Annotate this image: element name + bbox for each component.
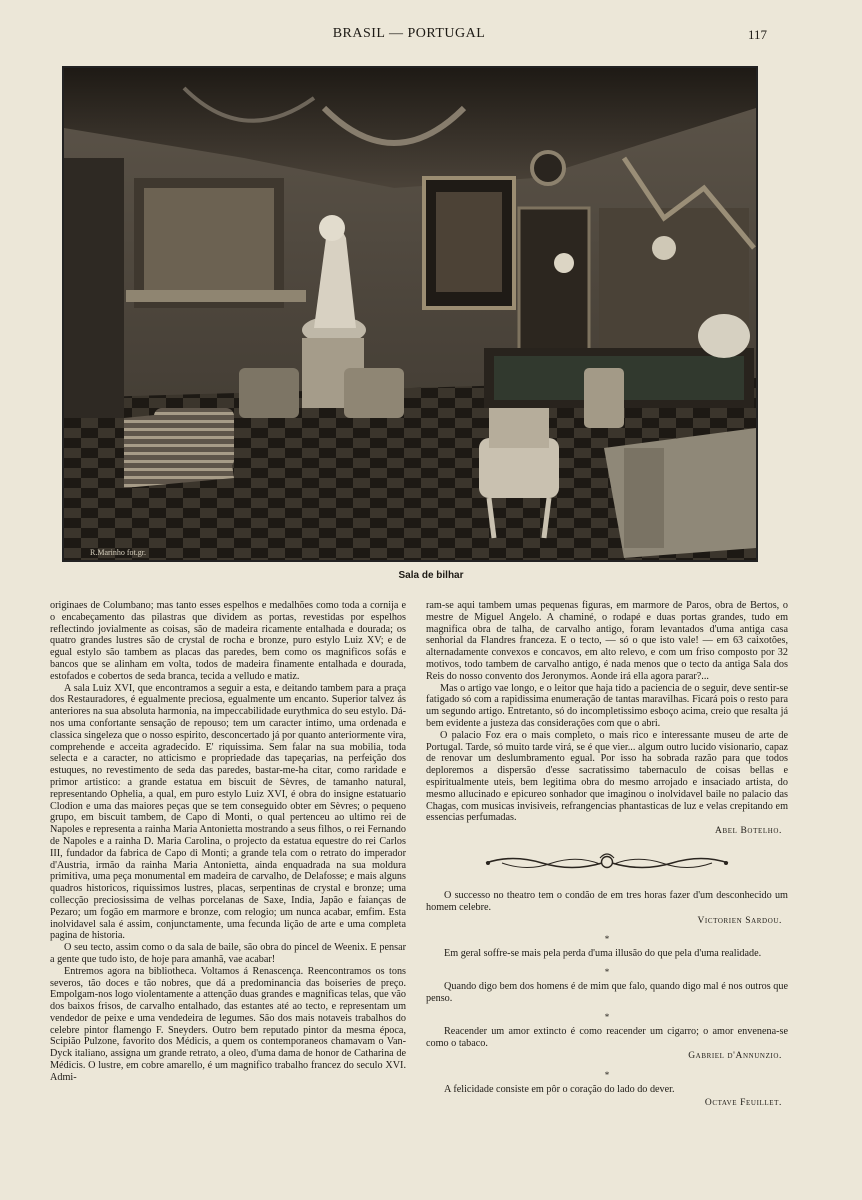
article-paragraph: originaes de Columbano; mas tanto esses espelhos e medalhões como toda a cornija e o encabeçamento das pilastras que dividem as portas, revestidas por espelhos reflectindo jovialmente as coisas, são de madeira ricamente entalhada e dourada; os quatro grandes lustres são de crystal de rocha e bronze, puro estylo Luiz XV; e de egual estylo são tambem as placas das paredes, bem como os magnificos sofás e bancos que se alinham em volta, todos de madeira finamente entalhada e dourada, estofados e cobertos de seda branca, tecida a velludo e matiz.	[50, 600, 406, 682]
article-column-left	[50, 600, 406, 1084]
quote-text: Em geral soffre-se mais pela perda d'uma illusão do que pela d'uma realidade.	[444, 948, 762, 960]
quote-text: A felicidade consiste em pôr o coração do lado do dever.	[444, 1084, 675, 1096]
quote-text: O successo no theatro tem o condão de em tres horas fazer d'um desconhecido um homem celebre.	[426, 889, 788, 913]
quotes-section	[426, 890, 788, 1110]
article-column-right	[426, 600, 788, 1110]
article-paragraph: A sala Luiz XVI, que encontramos a seguir a esta, e deitando tambem para a praça dos Restauradores, é egualmente preciosa, egualmente um encanto. Superior talvez ás anteriores na sua absoluta harmonia, na impeccabilidade eurythmica do seu estylo. Dá-nos uma confortante sensação de repouso; tem um caracter intimo, uma ordenada e classica singeleza que o nosso espirito, desconcertado já por quanto anteriormente vira, comprehende e acceita agradecido. E' riquissima. Sem falar na sua mobilia, toda selecta e a caracter, no atticismo e propriedade das tapeçarias, na perfeição dos estuques, no revestimento de seda das paredes, bastar-me-ha citar, como raridade e primor artistico: a grande estatua em biscuit de Sèvres, de tamanho natural, representando Ophelia, a qual, em puro estylo Luiz XVI, é obra do insigne estatuario Clodion e uma das maiores peças que se tem conseguido obter em Sèvres; o pequeno grupo, em biscuit tambem, de Capo di Monti, o qual pertenceu ao ultimo rei de Napoles e representa a rainha Maria Antonietta mostrando a seus filhos, o rei Fernando de Napoles e a rainha D. Maria Carolina, o projecto da estatua equestre do rei Carlos III, fundador da fabrica de Capo di Monti; a grande tela com o retrato do imperador d'Austria, irmão da rainha Maria Antonietta, ainda enquadrada na sua moldura primitiva, uma peça monumental em madeira de carvalho, de Delafosse; e mais alguns quadros historicos, riquissimos lustres, placas, serpentinas de crystal e bronze; uma collecção preciosissima de velhas porcelanas de Saxe, India, Japão e faianças de Pezaro; um fogão em marmore e bronze, com relogio; um nunca acabar, emfim. Esta inolvidavel sala é assim, conjunctamente, uma fecunda lição de arte e uma completa pagina de historia.	[50, 682, 406, 942]
figure-caption: Sala de bilhar	[398, 570, 464, 581]
quote-author: Gabriel d'Annunzio.	[688, 1051, 782, 1062]
quote-author: Victorien Sardou.	[697, 915, 782, 926]
page-number: 117	[747, 27, 767, 42]
quote-text: Quando digo bem dos homens é de mim que falo, quando digo mal é nos outros que penso.	[426, 981, 788, 1004]
article-paragraph: Entremos agora na bibliotheca. Voltamos á Renascença. Reencontramos os tons severos, tão doces e tão nobres, que dá a predominancia das boiseries de preço. Empolgam-nos logo violentamente a attenção duas grandes e magnificas telas, que vão dos baixos frisos, de carvalho entalhado, das estantes até ao tecto, e representam um vendedor de peixe e uma vendedeira de legumes. São dos mais notaveis trabalhos do celebre pintor flamengo F. Sneyders. Outro bem reputado pintor da mesma época, Scipião Pulzone, favorito dos Médicis, a quem os contemporaneos chamavam o Van-Dyck italiano, assigna um grande retrato, a oleo, d'uma dama de honor de Catharina de Médicis. O lustre, em cobre amarello, é um magnifico trabalho francez do seculo XVI. Admi-	[50, 965, 406, 1083]
quote-text: Reacender um amor extincto é como reacender um cigarro; o amor envenena-se como o tabaco.	[426, 1025, 788, 1049]
separator-asterisk: *	[604, 1070, 610, 1081]
separator-asterisk: *	[604, 1011, 610, 1022]
article-paragraph: ram-se aqui tambem umas pequenas figuras, em marmore de Paros, obra de Bertos, o mestre de Miguel Angelo. A chaminé, o rodapé e duas portas grandes, tudo em magnifica obra de talha, de carvalho antigo, foram levantados d'uma antiga casa senhorial da Flandres franceza. E o tecto, — só o que isto vale! — em 63 caixotões, alternadamente convexos e concavos, em alto relevo, e com um friso composto por 32 motivos, todo tambem de carvalho antigo, é nada menos que o tecto da antiga Sala dos Reis do nosso convento dos Jeronymos. Aonde irá ella agora parar?...	[426, 600, 788, 682]
article-paragraph: O seu tecto, assim como o da sala de baile, são obra do pincel de Weenix. E pensar a gente que tudo isto, de hoje para amanhã, vae acabar!	[50, 942, 406, 965]
running-title: BRASIL — PORTUGAL	[332, 26, 486, 41]
photo-credit: R.Marinho fot.gr.	[90, 548, 146, 557]
article-paragraph: Mas o artigo vae longo, e o leitor que haja tido a paciencia de o seguir, deve sentir-se fatigado só com a rapidissima enumeração de tantas maravilhas. Ficará pois o resto para um segundo artigo. Entretanto, só do incompletissimo esboço acima, creio que resalta já bem evidente a justeza das considerações com que o abri.	[426, 682, 788, 729]
article-paragraph: O palacio Foz era o mais completo, o mais rico e interessante museu de arte de Portugal. Tarde, só muito tarde virá, se é que vier... algum outro lucido visionario, capaz de renovar um deslumbramento egual. Por isso ha sobrada razão para que todos deploremos a dispersão d'esse sacratissimo tabernaculo de coisas bellas e espiritualmente uteis, bem legitima obra do mesmo arrojado e insaciado artista, do mesmo allucinado e epicureo sonhador que imaginou o inolvidavel baile no palacio das Chagas, com musicas invisiveis, refrangencias phantasticas de luz e velas crepitando em essencias perfumadas.	[426, 729, 788, 824]
billiard-room-photograph	[62, 66, 758, 562]
separator-asterisk: *	[604, 967, 610, 978]
quote-author: Octave Feuillet.	[704, 1097, 782, 1108]
decorative-ornament	[482, 852, 732, 874]
page-header	[0, 26, 862, 46]
article-signature: Abel Botelho.	[715, 826, 782, 837]
separator-asterisk: *	[604, 934, 610, 945]
